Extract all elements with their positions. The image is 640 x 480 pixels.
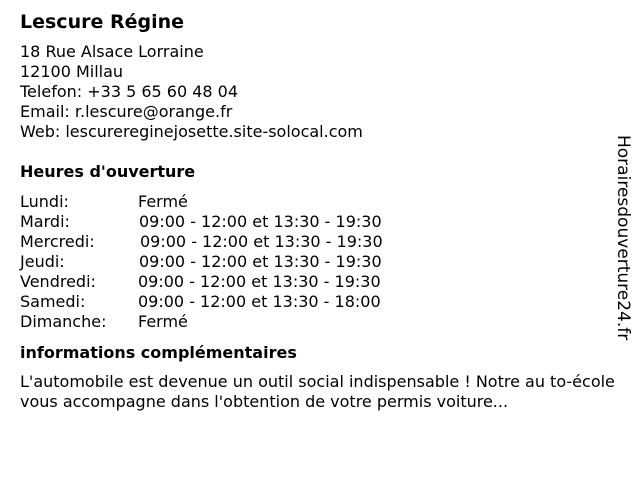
hours-value: 09:00 - 12:00 et 13:30 - 18:00: [138, 292, 381, 311]
hours-value: 09:00 - 12:00 et 13:30 - 19:30: [139, 212, 382, 231]
hours-row-dimanche: [20, 312, 620, 332]
brand-watermark: [612, 135, 634, 370]
phone-line[interactable]: Telefon: +33 5 65 60 48 04: [20, 82, 239, 101]
info-description: L'automobile est devenue un outil social indispensable ! Notre au to-école vous accompagne dans l'obtention de votre permis voiture...: [20, 372, 615, 411]
hours-value: 09:00 - 12:00 et 13:30 - 19:30: [139, 252, 382, 271]
hours-row-mercredi: [20, 232, 620, 252]
address-city: 12100 Millau: [20, 62, 124, 81]
day-label: Jeudi:: [20, 252, 65, 271]
day-label: Mercredi:: [20, 232, 95, 251]
hours-value: Fermé: [138, 312, 188, 331]
hours-value: Fermé: [138, 192, 188, 211]
web-line[interactable]: Web: lescurereginejosette.site-solocal.com: [20, 122, 363, 141]
hours-value: 09:00 - 12:00 et 13:30 - 19:30: [138, 272, 381, 291]
hours-row-lundi: [20, 192, 620, 212]
business-card: [20, 10, 620, 412]
business-name: Lescure Régine: [20, 11, 185, 33]
info-heading: informations complémentaires: [20, 343, 297, 362]
brand-watermark-text: Horairesdouverture24.fr: [613, 135, 633, 341]
email-line[interactable]: Email: r.lescure@orange.fr: [20, 102, 233, 121]
hours-table: [20, 192, 620, 332]
day-label: Lundi:: [20, 192, 69, 211]
address-street: 18 Rue Alsace Lorraine: [20, 42, 204, 61]
day-label: Samedi:: [20, 292, 86, 311]
day-label: Dimanche:: [20, 312, 107, 331]
contact-block: [20, 42, 620, 142]
day-label: Mardi:: [20, 212, 70, 231]
hours-row-jeudi: [20, 252, 620, 272]
hours-heading: Heures d'ouverture: [20, 162, 196, 181]
hours-row-vendredi: [20, 272, 620, 292]
hours-row-mardi: [20, 212, 620, 232]
hours-row-samedi: [20, 292, 620, 312]
hours-value: 09:00 - 12:00 et 13:30 - 19:30: [140, 232, 383, 251]
day-label: Vendredi:: [20, 272, 96, 291]
